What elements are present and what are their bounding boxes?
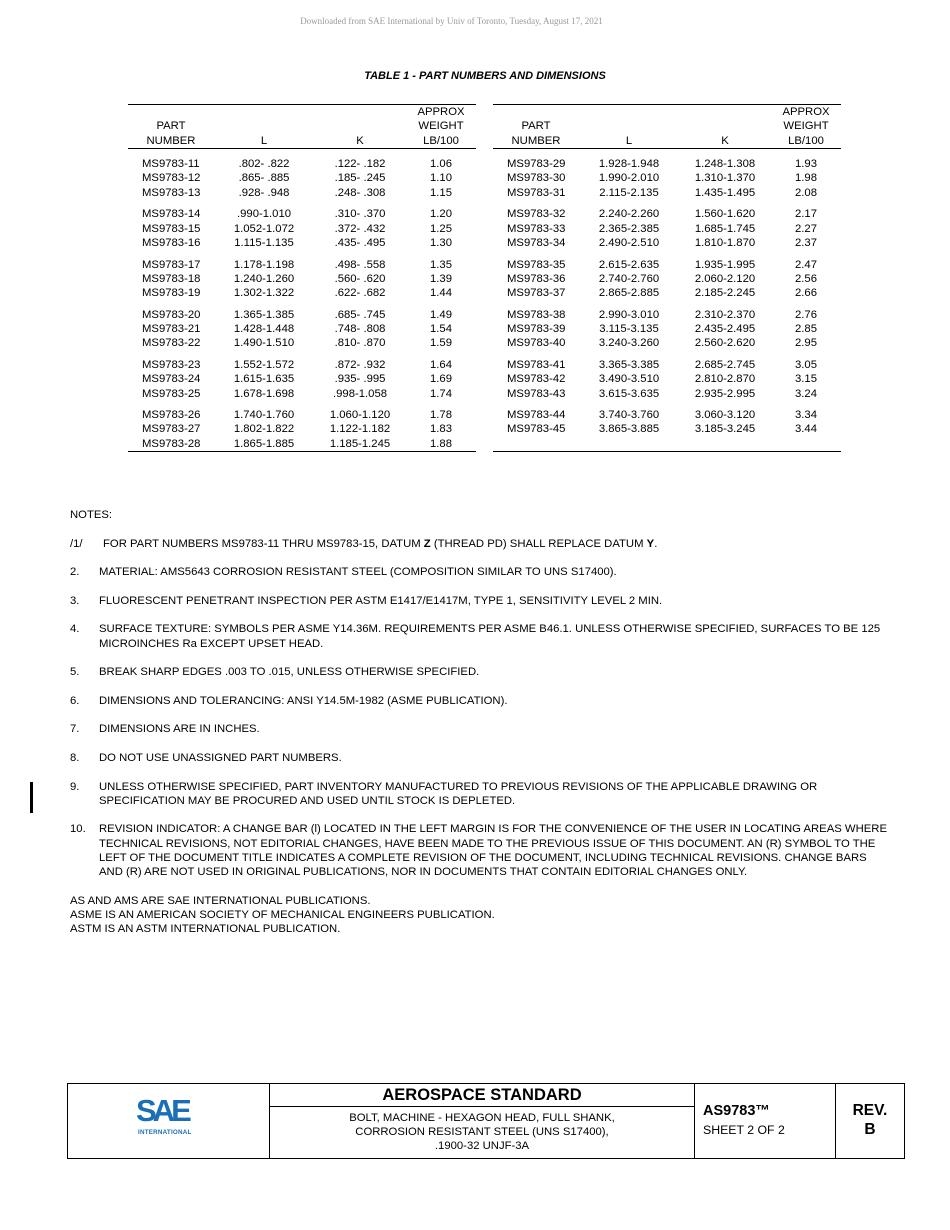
k-cell: 2.810-2.870 (694, 373, 756, 386)
weight-cell: 2.95 (795, 337, 817, 350)
part-number-cell: MS9783-34 (507, 236, 566, 249)
k-cell: .998-1.058 (332, 387, 388, 400)
note-number: 3. (70, 594, 80, 607)
weight-cell: 2.08 (795, 186, 817, 199)
part-number-cell: MS9783-40 (507, 337, 566, 350)
note-text: . (654, 537, 658, 550)
header-l: L (260, 134, 268, 147)
standard-heading: AEROSPACE STANDARD (270, 1084, 694, 1107)
table-row (128, 322, 476, 336)
l-cell: 3.490-3.510 (598, 373, 660, 386)
header-l: L (625, 134, 633, 147)
table-row (493, 408, 841, 422)
l-cell: 1.302-1.322 (233, 287, 295, 300)
weight-cell: 1.59 (430, 337, 452, 350)
note-text: MATERIAL: AMS5643 CORROSION RESISTANT STEEL (COMPOSITION SIMILAR TO UNS S17400). (99, 566, 617, 579)
part-number-cell: MS9783-32 (507, 208, 566, 221)
weight-cell: 1.69 (430, 373, 452, 386)
note-item (70, 722, 890, 736)
part-number-cell: MS9783-22 (142, 337, 201, 350)
download-watermark: Downloaded from SAE International by Univ of Toronto, Tuesday, August 17, 2021 (300, 16, 603, 26)
weight-cell: 2.76 (795, 308, 817, 321)
weight-cell: 1.30 (430, 236, 452, 249)
part-number-cell: MS9783-37 (507, 287, 566, 300)
weight-cell: 1.35 (430, 258, 452, 271)
k-cell: 2.185-2.245 (694, 287, 756, 300)
part-number-cell: MS9783-15 (142, 222, 201, 235)
weight-cell: 1.25 (430, 222, 452, 235)
weight-cell: 2.27 (795, 222, 817, 235)
note-text: FOR PART NUMBERS MS9783-11 THRU MS9783-15, DATUM (103, 537, 424, 550)
part-number-cell: MS9783-42 (507, 373, 566, 386)
note-item (70, 665, 890, 679)
k-cell: .935- .995 (334, 373, 386, 386)
k-cell: 2.935-2.995 (694, 387, 756, 400)
k-cell: .872- .932 (334, 358, 386, 371)
note-text: DIMENSIONS AND TOLERANCING: ANSI Y14.5M-1982 (ASME PUBLICATION). (99, 694, 508, 707)
part-number-cell: MS9783-11 (142, 158, 200, 171)
table-row (493, 171, 841, 185)
k-cell: .622- .682 (334, 287, 386, 300)
standard-description: BOLT, MACHINE - HEXAGON HEAD, FULL SHANK, CORROSION RESISTANT STEEL (UNS S17400), .1900-32 UNJF-3A (349, 1112, 615, 1153)
k-cell: 3.185-3.245 (694, 423, 756, 436)
part-number-cell: MS9783-14 (142, 208, 201, 221)
part-number-cell: MS9783-20 (142, 308, 201, 321)
l-cell: 1.240-1.260 (233, 272, 295, 285)
weight-cell: 1.49 (430, 308, 452, 321)
note-item (70, 694, 890, 708)
weight-cell: 2.17 (795, 208, 817, 221)
part-number-cell: MS9783-27 (142, 423, 201, 436)
publication-line: ASME IS AN AMERICAN SOCIETY OF MECHANICAL ENGINEERS PUBLICATION. (70, 908, 495, 921)
part-table-right (493, 104, 841, 452)
k-cell: .248- .308 (334, 186, 386, 199)
table-row (128, 408, 476, 422)
l-cell: 3.365-3.385 (598, 358, 660, 371)
k-cell: .435- .495 (334, 236, 386, 249)
revision-change-bar (30, 782, 33, 813)
weight-cell: 2.37 (795, 236, 817, 249)
table-row (493, 336, 841, 350)
l-cell: 2.615-2.635 (598, 258, 660, 271)
part-number-cell: MS9783-35 (507, 258, 566, 271)
part-number-cell: MS9783-19 (142, 287, 201, 300)
l-cell: 1.865-1.885 (233, 437, 295, 450)
weight-cell: 3.05 (795, 358, 817, 371)
note-item (70, 565, 890, 579)
k-cell: 1.435-1.495 (694, 186, 756, 199)
table-row (493, 358, 841, 372)
table-header-row (128, 105, 476, 149)
k-cell: .810- .870 (334, 337, 386, 350)
header-part-number: PART NUMBER (511, 120, 561, 147)
header-k: K (721, 134, 729, 147)
part-number-cell: MS9783-30 (507, 172, 566, 185)
part-number-cell: MS9783-25 (142, 387, 201, 400)
k-cell: 1.185-1.245 (329, 437, 391, 450)
l-cell: 1.802-1.822 (233, 423, 295, 436)
part-number-cell: MS9783-18 (142, 272, 201, 285)
weight-cell: 3.24 (795, 387, 817, 400)
note-text: SURFACE TEXTURE: SYMBOLS PER ASME Y14.36M. REQUIREMENTS PER ASME B46.1. UNLESS OTHERWISE SPECIFIED, SURFACES TO BE 125 MICROINCHES Ra EXCEPT UPSET HEAD. (99, 623, 881, 650)
weight-cell: 2.85 (795, 323, 817, 336)
title-cell (270, 1084, 695, 1158)
table-row (493, 372, 841, 386)
part-number-cell: MS9783-29 (507, 158, 566, 171)
note-item (70, 594, 890, 608)
l-cell: .865- .885 (238, 172, 290, 185)
part-number-cell: MS9783-44 (507, 409, 566, 422)
weight-cell: 1.64 (430, 358, 452, 371)
k-cell: .685- .745 (334, 308, 386, 321)
part-number-cell: MS9783-16 (142, 236, 201, 249)
header-part-number: PART NUMBER (146, 120, 196, 147)
table-header-row (493, 105, 841, 149)
weight-cell: 3.15 (795, 373, 817, 386)
table-row (128, 422, 476, 436)
note-number: 2. (70, 566, 80, 579)
table-row (128, 171, 476, 185)
weight-cell: 2.56 (795, 272, 817, 285)
part-number-cell: MS9783-28 (142, 437, 201, 450)
table-row (128, 258, 476, 272)
note-text: DO NOT USE UNASSIGNED PART NUMBERS. (99, 751, 342, 764)
l-cell: 3.740-3.760 (598, 409, 660, 422)
table-row (128, 222, 476, 236)
k-cell: 2.060-2.120 (694, 272, 756, 285)
l-cell: 3.240-3.260 (598, 337, 660, 350)
weight-cell: 1.98 (795, 172, 817, 185)
k-cell: 3.060-3.120 (694, 409, 756, 422)
k-cell: 1.685-1.745 (694, 222, 756, 235)
part-number-cell: MS9783-43 (507, 387, 566, 400)
table-row (128, 308, 476, 322)
table-row (493, 157, 841, 171)
l-cell: 2.240-2.260 (598, 208, 660, 221)
weight-cell: 1.06 (430, 158, 452, 171)
note-text: FLUORESCENT PENETRANT INSPECTION PER ASTM E1417/E1417M, TYPE 1, SENSITIVITY LEVEL 2 MIN. (99, 594, 663, 607)
logo-mark: SAE (136, 1093, 188, 1128)
table-row (128, 336, 476, 350)
publications (70, 894, 890, 937)
part-number-cell: MS9783-41 (507, 358, 566, 371)
part-number-cell: MS9783-38 (507, 308, 566, 321)
k-cell: 1.310-1.370 (694, 172, 756, 185)
l-cell: 1.115-1.135 (234, 236, 294, 249)
table-row (493, 322, 841, 336)
weight-cell: 1.10 (430, 172, 452, 185)
table-title: TABLE 1 - PART NUMBERS AND DIMENSIONS (364, 70, 606, 82)
k-cell: 1.060-1.120 (329, 409, 391, 422)
k-cell: 2.560-2.620 (694, 337, 756, 350)
k-cell: .748- .808 (334, 323, 386, 336)
l-cell: 2.990-3.010 (598, 308, 660, 321)
l-cell: 1.678-1.698 (233, 387, 295, 400)
table-row (493, 387, 841, 401)
table-row (128, 358, 476, 372)
publication-line: ASTM IS AN ASTM INTERNATIONAL PUBLICATION. (70, 922, 341, 935)
k-cell: .498- .558 (334, 258, 386, 271)
l-cell: 1.052-1.072 (233, 222, 295, 235)
k-cell: .185- .245 (334, 172, 386, 185)
table-row (128, 186, 476, 200)
datum-z: Z (423, 537, 431, 550)
l-cell: 1.365-1.385 (233, 308, 295, 321)
part-number-cell: MS9783-24 (142, 373, 201, 386)
l-cell: 1.928-1.948 (598, 158, 660, 171)
part-number-cell: MS9783-31 (507, 186, 566, 199)
table-row (128, 286, 476, 300)
weight-cell: 1.54 (430, 323, 452, 336)
document-id: AS9783™ (703, 1103, 770, 1119)
table-row (493, 286, 841, 300)
l-cell: 1.990-2.010 (598, 172, 660, 185)
weight-cell: 1.39 (430, 272, 452, 285)
l-cell: 1.428-1.448 (233, 323, 295, 336)
weight-cell: 1.88 (430, 437, 452, 450)
document-cell (695, 1084, 836, 1158)
datum-y: Y (646, 537, 655, 550)
k-cell: 1.122-1.182 (329, 423, 391, 436)
note-number: 6. (70, 694, 80, 707)
table-row (493, 308, 841, 322)
table-row (493, 272, 841, 286)
note-item (70, 780, 890, 808)
k-cell: 1.935-1.995 (694, 258, 756, 271)
l-cell: 1.615-1.635 (233, 373, 295, 386)
table-row (493, 186, 841, 200)
part-number-cell: MS9783-12 (142, 172, 201, 185)
l-cell: 3.865-3.885 (598, 423, 660, 436)
k-cell: .560- .620 (334, 272, 386, 285)
weight-cell: 1.93 (795, 158, 817, 171)
part-number-cell: MS9783-21 (142, 323, 201, 336)
k-cell: 2.435-2.495 (694, 323, 756, 336)
logo-subtext: INTERNATIONAL (138, 1129, 192, 1136)
note-1 (70, 537, 890, 551)
table-row (128, 236, 476, 250)
k-cell: 2.310-2.370 (694, 308, 756, 321)
k-cell: 1.560-1.620 (694, 208, 756, 221)
part-table-left (128, 104, 476, 452)
part-number-cell: MS9783-36 (507, 272, 566, 285)
right-table-body (493, 148, 841, 451)
table-row (128, 387, 476, 401)
part-number-cell: MS9783-13 (142, 186, 201, 199)
note-text: UNLESS OTHERWISE SPECIFIED, PART INVENTORY MANUFACTURED TO PREVIOUS REVISIONS OF THE APPLICABLE DRAWING OR SPECIFICATION MAY BE PROCURED AND USED UNTIL STOCK IS DEPLETED. (99, 780, 818, 807)
header-weight: APPROX WEIGHT LB/100 (782, 106, 830, 147)
weight-cell: 1.44 (430, 287, 452, 300)
l-cell: 1.490-1.510 (233, 337, 295, 350)
table-row (493, 207, 841, 221)
weight-cell: 2.66 (795, 287, 817, 300)
l-cell: 1.740-1.760 (233, 409, 295, 422)
notes-heading: NOTES: (70, 509, 113, 521)
note-text: (THREAD PD) SHALL REPLACE DATUM (430, 537, 647, 550)
l-cell: 2.740-2.760 (598, 272, 660, 285)
l-cell: 3.115-3.135 (599, 323, 659, 336)
left-table-body (128, 148, 476, 451)
note-item (70, 822, 890, 879)
table-row (128, 207, 476, 221)
weight-cell: 1.74 (430, 387, 452, 400)
part-number-cell: MS9783-26 (142, 409, 201, 422)
l-cell: 2.115-2.135 (599, 186, 659, 199)
l-cell: 2.365-2.385 (598, 222, 660, 235)
part-number-cell: MS9783-39 (507, 323, 566, 336)
weight-cell: 1.15 (430, 186, 452, 199)
part-number-cell: MS9783-33 (507, 222, 566, 235)
revision-label: REV. B (852, 1102, 888, 1138)
part-number-cell: MS9783-23 (142, 358, 201, 371)
table-row (493, 422, 841, 436)
header-k: K (356, 134, 364, 147)
k-cell: .122- .182 (334, 158, 386, 171)
table-row (128, 372, 476, 386)
logo-cell (68, 1084, 270, 1158)
note-number: 4. (70, 623, 80, 636)
table-row (493, 236, 841, 250)
sheet-number: SHEET 2 OF 2 (703, 1123, 785, 1137)
note-number: 5. (70, 666, 80, 679)
note-text: BREAK SHARP EDGES .003 TO .015, UNLESS OTHERWISE SPECIFIED. (99, 666, 480, 679)
l-cell: 3.615-3.635 (598, 387, 660, 400)
l-cell: 1.178-1.198 (233, 258, 295, 271)
weight-cell: 2.47 (795, 258, 817, 271)
note-item (70, 751, 890, 765)
note-number: 9. (70, 780, 80, 793)
table-row (128, 272, 476, 286)
note-number: 8. (70, 751, 80, 764)
table-row (493, 222, 841, 236)
publication-line: AS AND AMS ARE SAE INTERNATIONAL PUBLICATIONS. (70, 894, 371, 907)
l-cell: .990-1.010 (236, 208, 292, 221)
l-cell: 2.865-2.885 (598, 287, 660, 300)
note-number: 7. (70, 723, 80, 736)
k-cell: 2.685-2.745 (694, 358, 756, 371)
table-row (128, 437, 476, 452)
revision-cell (836, 1084, 904, 1158)
k-cell: 1.248-1.308 (694, 158, 756, 171)
note-number: 10. (70, 823, 86, 836)
l-cell: 2.490-2.510 (598, 236, 660, 249)
note-item (70, 622, 890, 650)
k-cell: 1.810-1.870 (694, 236, 756, 249)
notes-section (70, 508, 890, 936)
note-number: /1/ (70, 537, 83, 550)
note-text: DIMENSIONS ARE IN INCHES. (99, 723, 260, 736)
numbered-notes (70, 565, 890, 879)
weight-cell: 3.34 (795, 409, 817, 422)
k-cell: .310- .370 (334, 208, 386, 221)
title-block (67, 1083, 905, 1159)
l-cell: .928- .948 (238, 186, 290, 199)
sae-logo (136, 1094, 206, 1142)
l-cell: 1.552-1.572 (233, 358, 295, 371)
part-number-cell: MS9783-17 (142, 258, 201, 271)
table-row (128, 157, 476, 171)
weight-cell: 1.78 (430, 409, 452, 422)
k-cell: .372- .432 (334, 222, 386, 235)
table-row (493, 258, 841, 272)
weight-cell: 1.20 (430, 208, 452, 221)
note-text: REVISION INDICATOR: A CHANGE BAR (l) LOCATED IN THE LEFT MARGIN IS FOR THE CONVENIENCE OF THE USER IN LOCATING AREAS WHERE TECHNICAL REVISIONS, NOT EDITORIAL CHANGES, HAVE BEEN MADE TO THE PREVIOUS ISSUE OF THIS DOCUMENT. AN (R) SYMBOL TO THE LEFT OF THE DOCUMENT TITLE INDICATES A COMPLETE REVISION OF THE DOCUMENT, INCLUDING TECHNICAL REVISIONS. CHANGE BARS AND (R) ARE NOT USED IN ORIGINAL PUBLICATIONS, NOR IN DOCUMENTS THAT CONTAIN EDITORIAL CHANGES ONLY. (99, 823, 887, 878)
l-cell: .802- .822 (238, 158, 290, 171)
part-number-cell: MS9783-45 (507, 423, 566, 436)
header-weight: APPROX WEIGHT LB/100 (417, 106, 465, 147)
weight-cell: 1.83 (430, 423, 452, 436)
weight-cell: 3.44 (795, 423, 817, 436)
